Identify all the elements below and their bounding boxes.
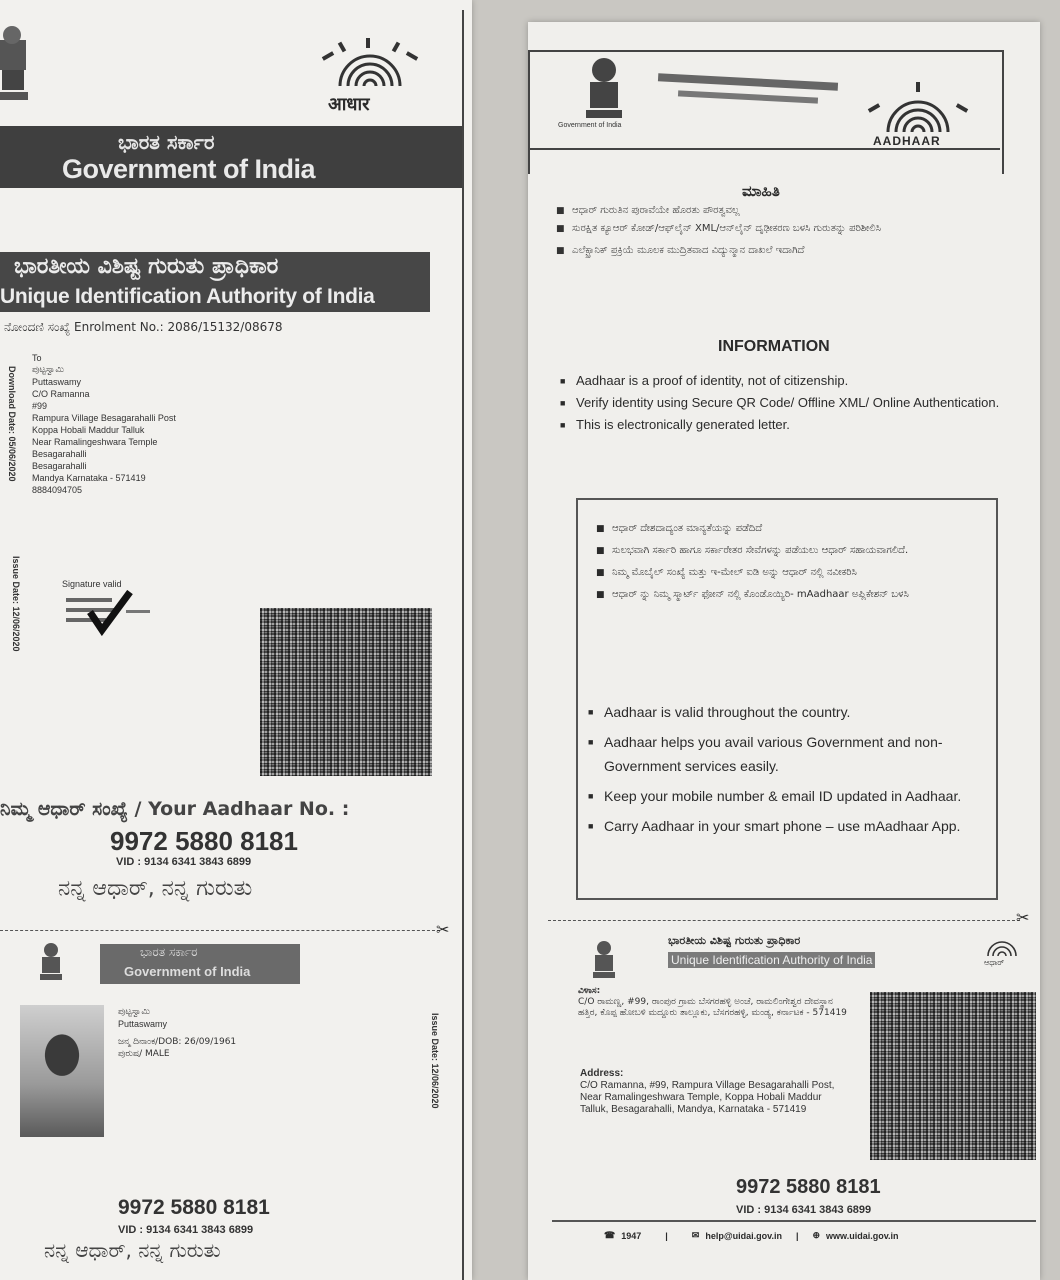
address-label: Address: [580, 1068, 624, 1079]
issue-date-side: Issue Date: 12/06/2020 [11, 556, 21, 652]
address-label-kannada: ವಿಳಾಸ: [578, 986, 601, 996]
box-english-item: ■ Keep your mobile number & email ID updated in Aadhaar. [588, 784, 978, 808]
emblem-caption: Government of India [558, 122, 622, 129]
government-english: Government of India [62, 154, 316, 184]
aadhaar-logo-text: आधार [328, 94, 370, 115]
authority-banner [0, 252, 430, 312]
address-line: Mandya Karnataka - 571419 [32, 473, 146, 483]
address-block [32, 352, 292, 496]
address-line: #99 [32, 401, 48, 411]
address-line: Koppa Hobali Maddur Talluk [32, 425, 145, 435]
card-address-kannada-block [578, 986, 848, 1019]
box-kannada-item: ■ ಆಧಾರ್ ದೇಶದಾದ್ಯಂತ ಮಾನ್ಯತೆಯನ್ನು ಪಡೆದಿದೆ [596, 522, 976, 536]
address-line: Puttaswamy [32, 377, 82, 387]
info-english-item: ■ Verify identity using Secure QR Code/ Offline XML/ Online Authentication. [560, 392, 1010, 414]
box-kannada-item: ■ ಸುಲಭವಾಗಿ ಸರ್ಕಾರಿ ಹಾಗೂ ಸರ್ಕಾರೇತರ ಸೇವೆಗಳನ್ನು ಪಡೆಯಲು ಆಧಾರ್ ಸಹಾಯವಾಗಲಿದೆ. [596, 544, 976, 558]
info-english-list [560, 370, 1010, 436]
info-heading: INFORMATION [718, 338, 830, 355]
aadhaar-number: 9972 5880 8181 [110, 826, 298, 856]
card-qr-code [870, 992, 1036, 1160]
government-banner [0, 126, 462, 188]
card-vid-number: VID : 9134 6341 3843 6899 [736, 1204, 872, 1216]
email-icon: ✉ [691, 1230, 700, 1240]
card-logo-text: ಆಧಾರ್ [984, 958, 1005, 967]
government-kannada: ಭಾರತ ಸರ್ಕಾರ [118, 130, 215, 154]
footer-separator: | [665, 1230, 668, 1241]
address-english: C/O Ramanna, #99, Rampura Village Besagarahalli Post, Near Ramalingeshwara Temple, Koppa Hobali Maddur Talluk, Besagarahalli, Mandya, Karnataka - 571419 [580, 1080, 835, 1115]
info-english-item: ■ Aadhaar is a proof of identity, not of citizenship. [560, 370, 1010, 392]
box-english-item: ■ Aadhaar helps you avail various Government and non-Government services easily. [588, 730, 978, 778]
address-line: Rampura Village Besagarahalli Post [32, 413, 176, 423]
qr-code [260, 608, 432, 776]
aadhaar-logo-icon [310, 36, 430, 100]
card-aadhaar-number: 9972 5880 8181 [736, 1176, 881, 1198]
emblem-icon [590, 940, 618, 982]
left-letter-sheet [0, 0, 472, 1280]
enrolment-number: ನೋಂದಣಿ ಸಂಖ್ಯೆ Enrolment No.: 2086/15132/08678 [4, 320, 283, 334]
card-aadhaar-number: 9972 5880 8181 [118, 1196, 270, 1219]
address-line: Besagarahalli [32, 461, 87, 471]
emblem-icon [580, 56, 628, 126]
box-kannada-list [596, 522, 976, 602]
card-government-banner [100, 944, 300, 984]
address-kannada: C/O ರಾಮಣ್ಣ, #99, ರಾಂಪುರ ಗ್ರಾಮ ಬೆಸಗರಹಳ್ಳಿ ಅಂಚೆ, ರಾಮಲಿಂಗೇಶ್ವರ ದೇವಸ್ಥಾನ ಹತ್ತಿರ, ಕೊಪ್ಪ ಹೋಬಳಿ ಮದ್ದೂರು ತಾಲ್ಲೂಕು, ಬೆಸಗರಹಳ್ಳಿ, ಮಂಡ್ಯ, ಕರ್ನಾಟಕ - 571419 [578, 997, 847, 1018]
info-box [576, 498, 998, 900]
card-tagline-kannada: ನನ್ನ ಆಧಾರ್, ನನ್ನ ಗುರುತು [44, 1238, 221, 1262]
tagline-kannada: ನನ್ನ ಆಧಾರ್, ನನ್ನ ಗುರುತು [58, 876, 253, 901]
address-line: ಪುಟ್ಟಸ್ವಾಮಿ [32, 365, 65, 375]
website-link[interactable]: www.uidai.gov.in [826, 1230, 899, 1241]
download-date: Download Date: 05/06/2020 [7, 366, 17, 482]
emblem-icon [0, 20, 34, 110]
card-government-kannada: ಭಾರತ ಸರ್ಕಾರ [140, 945, 198, 959]
address-line: To [32, 353, 42, 363]
card-issue-date: Issue Date: 12/06/2020 [430, 1013, 440, 1109]
authority-kannada: ಭಾರತೀಯ ವಿಶಿಷ್ಟ ಗುರುತು ಪ್ರಾಧಿಕಾರ [14, 254, 279, 279]
helpline-number: 1947 [621, 1230, 642, 1241]
scissors-icon: ✂ [436, 922, 450, 939]
footer-divider [552, 1220, 1036, 1222]
phone-icon: ☎ [604, 1230, 616, 1240]
authority-english: Unique Identification Authority of India [0, 285, 375, 308]
holder-name-english: Puttaswamy [118, 1019, 168, 1029]
cut-line [0, 930, 440, 931]
right-letter-sheet [528, 22, 1040, 1280]
aadhaar-logo-text: AADHAAR [873, 134, 941, 148]
box-english-list [588, 700, 978, 838]
checkmark-icon [66, 590, 158, 636]
signature-stamp [62, 576, 162, 636]
address-line: C/O Ramanna [32, 389, 90, 399]
your-aadhaar-label: ನಿಮ್ಮ ಆಧಾರ್ ಸಂಖ್ಯೆ / Your Aadhaar No. : [0, 798, 350, 820]
aadhaar-logo-icon [980, 932, 1024, 960]
info-kannada-list [556, 204, 986, 258]
footer-separator: | [795, 1230, 799, 1241]
info-kannada-item: ■ ಸುರಕ್ಷಿತ ಕ್ಯೂಆರ್ ಕೋಡ್/ಆಫ್‌ಲೈನ್ XML/ಆನ್‌ಲೈನ್ ದೃಢೀಕರಣ ಬಳಸಿ ಗುರುತನ್ನು ಪರಿಶೀಲಿಸಿ [556, 222, 986, 236]
card-vid-number: VID : 9134 6341 3843 6899 [118, 1224, 254, 1236]
address-line: 8884094705 [32, 485, 83, 495]
box-kannada-item: ■ ಆಧಾರ್ ನ್ನು ನಿಮ್ಮ ಸ್ಮಾರ್ಟ್ ಫೋನ್ ನಲ್ಲಿ ಕೊಂಡೊಯ್ಯಿರಿ- mAadhaar ಅಪ್ಲಿಕೇಶನ್ ಬಳಸಿ [596, 588, 976, 602]
scissors-icon: ✂ [1016, 910, 1030, 927]
box-english-item: ■ Carry Aadhaar in your smart phone – use mAadhaar App. [588, 814, 978, 838]
help-email[interactable]: help@uidai.gov.in [705, 1230, 782, 1241]
globe-icon: ⊕ [812, 1230, 821, 1240]
address-line: Near Ramalingeshwara Temple [32, 437, 158, 447]
emblem-icon [38, 942, 64, 982]
cut-line [548, 920, 1020, 921]
vid-number: VID : 9134 6341 3843 6899 [116, 856, 252, 868]
holder-gender: ಪುರುಷ/ MALE [118, 1049, 170, 1059]
box-english-item: ■ Aadhaar is valid throughout the country. [588, 700, 978, 724]
sheet-border-line [462, 10, 464, 1280]
address-line: Besagarahalli [32, 449, 87, 459]
holder-dob: ಜನ್ಮ ದಿನಾಂಕ/DOB: 26/09/1961 [118, 1037, 237, 1047]
footer-contacts [604, 1230, 899, 1241]
info-english-item: ■ This is electronically generated letter. [560, 414, 1010, 436]
card-authority-english: Unique Identification Authority of India [668, 952, 875, 968]
card-address-english-block [580, 1068, 850, 1116]
box-kannada-item: ■ ನಿಮ್ಮ ಮೊಬೈಲ್ ಸಂಖ್ಯೆ ಮತ್ತು ಇ-ಮೇಲ್ ಐಡಿ ಅನ್ನು ಆಧಾರ್ ನಲ್ಲಿ ನವೀಕರಿಸಿ [596, 566, 976, 580]
info-heading-kannada: ಮಾಹಿತಿ [742, 182, 780, 200]
card-authority-kannada: ಭಾರತೀಯ ವಿಶಿಷ್ಟ ಗುರುತು ಪ್ರಾಧಿಕಾರ [668, 934, 801, 947]
header-divider [528, 148, 1000, 150]
signature-text: Signature valid [62, 579, 122, 589]
holder-photo [20, 1005, 104, 1137]
info-kannada-item: ■ ಎಲೆಕ್ಟ್ರಾನಿಕ್ ಪ್ರಕ್ರಿಯೆ ಮೂಲಕ ಮುದ್ರಿತವಾದ ವಿದ್ಯುನ್ಮಾನ ದಾಖಲೆ ಇದಾಗಿದೆ [556, 244, 986, 258]
holder-name-kannada: ಪುಟ್ಟಸ್ವಾಮಿ [118, 1007, 151, 1017]
card-government-english: Government of India [124, 964, 251, 979]
info-kannada-item: ■ ಆಧಾರ್ ಗುರುತಿನ ಪುರಾವೆಯೇ ಹೊರತು ಪೌರತ್ವವಲ್ಲ [556, 204, 986, 218]
card-holder-details [118, 1006, 318, 1060]
